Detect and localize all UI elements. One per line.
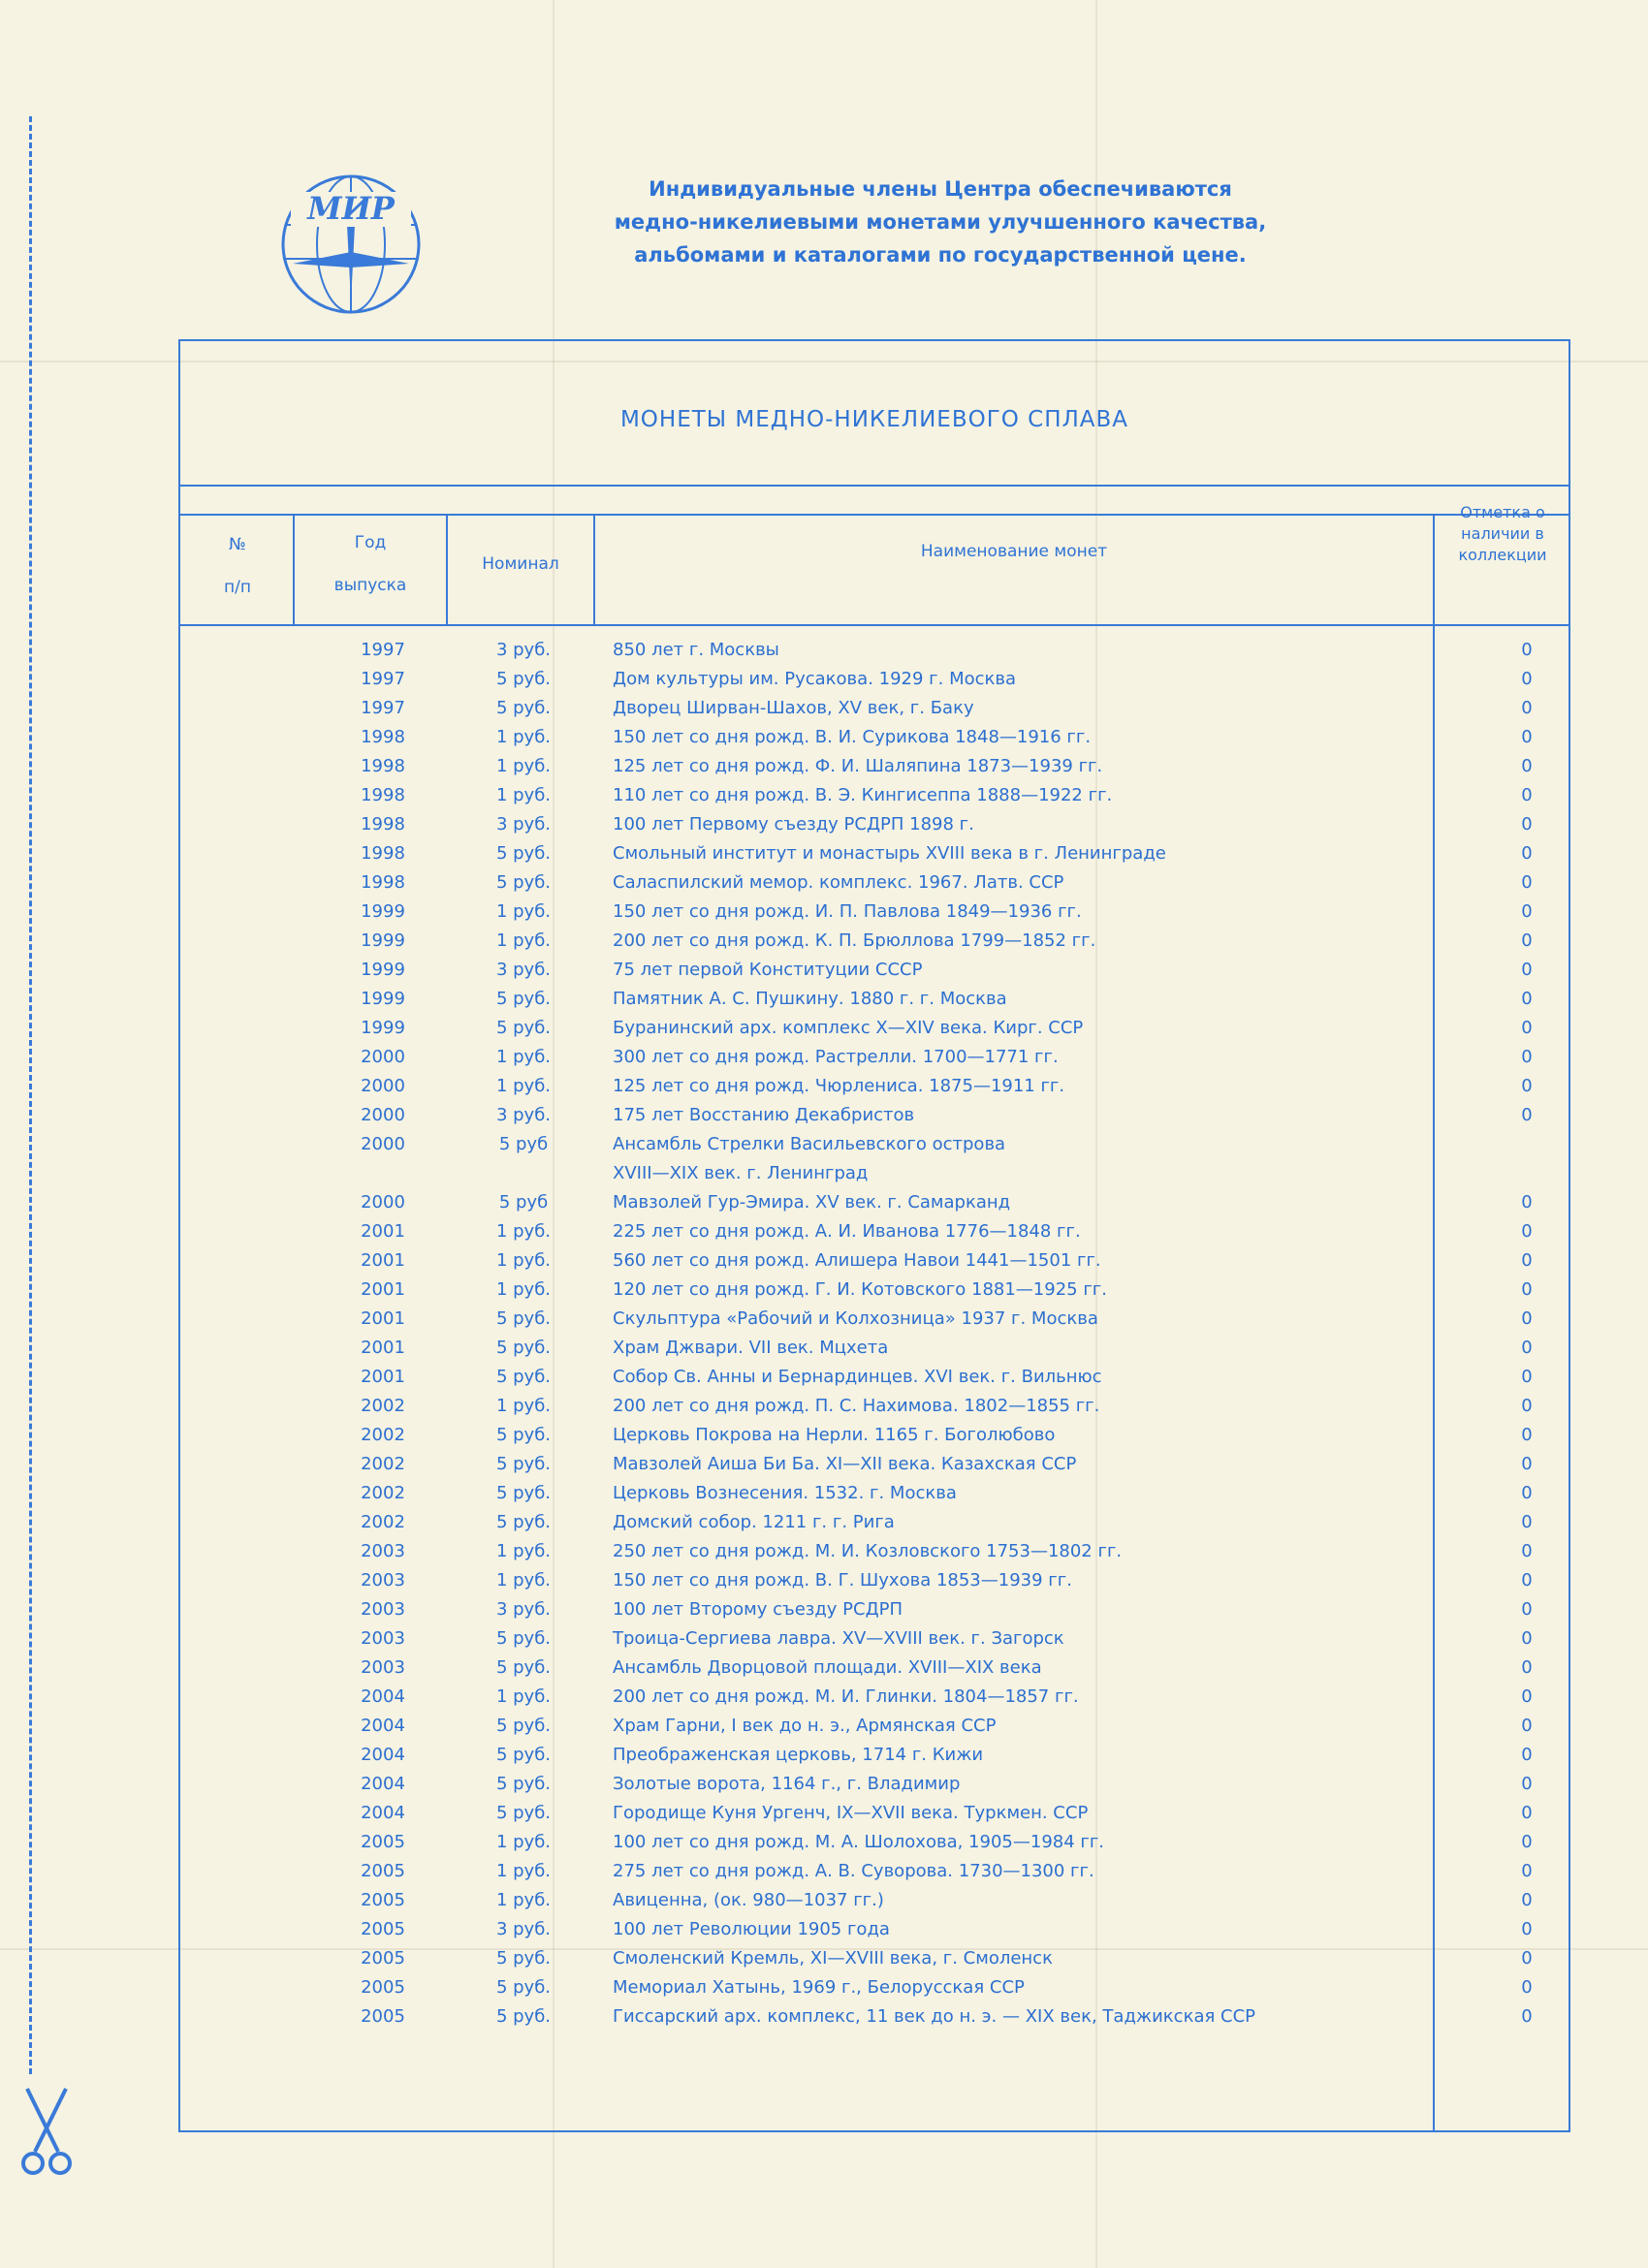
- row-coin-name: Троица-Сергиева лавра. XV—XVIII век. г. Загорск: [613, 1628, 1064, 1649]
- row-mark: 0: [1521, 1861, 1533, 1881]
- row-coin-name: Смоленский Кремль, XI—XVIII века, г. Смоленск: [613, 1948, 1053, 1969]
- table-row: [0, 1105, 1648, 1134]
- table-rule: [178, 485, 1570, 487]
- row-mark: 0: [1521, 1686, 1533, 1707]
- row-coin-name: 150 лет со дня рожд. И. П. Павлова 1849—1936 гг.: [613, 901, 1082, 922]
- row-coin-name: Авиценна, (ок. 980—1037 гг.): [613, 1890, 884, 1910]
- scissors-icon: [17, 2084, 76, 2181]
- row-mark: 0: [1521, 1716, 1533, 1736]
- row-mark: 0: [1521, 1483, 1533, 1503]
- row-nominal: 1 руб.: [495, 1570, 552, 1591]
- row-coin-name: 300 лет со дня рожд. Растрелли. 1700—1771 гг.: [613, 1047, 1059, 1067]
- row-year: 1999: [361, 960, 405, 980]
- row-mark: 0: [1521, 1803, 1533, 1823]
- row-year: 1998: [361, 727, 405, 747]
- row-nominal: 5 руб.: [495, 989, 552, 1009]
- row-mark: 0: [1521, 1250, 1533, 1271]
- table-row: [0, 698, 1648, 727]
- row-mark: 0: [1521, 1396, 1533, 1416]
- row-nominal: 5 руб.: [495, 1425, 552, 1445]
- row-nominal: 5 руб.: [495, 1483, 552, 1503]
- table-row: [0, 1279, 1648, 1308]
- row-mark: 0: [1521, 1279, 1533, 1300]
- row-nominal: 5 руб.: [495, 1628, 552, 1649]
- row-mark: 0: [1521, 960, 1533, 980]
- row-coin-name: Храм Гарни, I век до н. э., Армянская ССР: [613, 1716, 997, 1736]
- row-year: 2005: [361, 1832, 405, 1852]
- row-mark: 0: [1521, 1599, 1533, 1620]
- row-coin-name: 560 лет со дня рожд. Алишера Навои 1441—1501 гг.: [613, 1250, 1101, 1271]
- row-coin-name: Ансамбль Дворцовой площади. XVIII—XIX века: [613, 1657, 1042, 1678]
- row-coin-name: Буранинский арх. комплекс X—XIV века. Кирг. ССР: [613, 1018, 1084, 1038]
- table-row: [0, 1657, 1648, 1686]
- table-row: [0, 1047, 1648, 1076]
- row-mark: 0: [1521, 2006, 1533, 2027]
- row-nominal: 1 руб.: [495, 1396, 552, 1416]
- row-nominal: 1 руб.: [495, 1076, 552, 1096]
- table-row: [0, 1541, 1648, 1570]
- row-mark: 0: [1521, 1454, 1533, 1474]
- row-mark: 0: [1521, 1977, 1533, 1998]
- table-row: [0, 1192, 1648, 1221]
- row-mark: 0: [1521, 640, 1533, 660]
- row-year: 1998: [361, 843, 405, 864]
- row-year: 2001: [361, 1308, 405, 1329]
- row-nominal: 5 руб.: [495, 1454, 552, 1474]
- row-mark: 0: [1521, 814, 1533, 835]
- row-nominal: 5 руб.: [495, 1338, 552, 1358]
- row-year: 2000: [361, 1047, 405, 1067]
- table-row: [0, 1977, 1648, 2006]
- table-col-rule: [593, 514, 595, 624]
- row-mark: 0: [1521, 843, 1533, 864]
- row-coin-name: Смольный институт и монастырь XVIII века в г. Ленинграде: [613, 843, 1166, 864]
- row-nominal: 1 руб.: [495, 756, 552, 776]
- row-coin-name: 200 лет со дня рожд. П. С. Нахимова. 1802—1855 гг.: [613, 1396, 1100, 1416]
- row-nominal: 5 руб.: [495, 1716, 552, 1736]
- row-mark: 0: [1521, 698, 1533, 718]
- row-nominal: 1 руб.: [495, 1541, 552, 1561]
- table-row: [0, 727, 1648, 756]
- row-year: 1999: [361, 901, 405, 922]
- row-year: 2000: [361, 1134, 405, 1154]
- row-coin-name: Гиссарский арх. комплекс, 11 век до н. э. — XIX век, Таджикская ССР: [613, 2006, 1256, 2027]
- row-year: 1998: [361, 785, 405, 805]
- row-nominal: 1 руб.: [495, 1890, 552, 1910]
- table-row: [0, 1134, 1648, 1163]
- row-nominal: 1 руб.: [495, 1686, 552, 1707]
- row-coin-name: 110 лет со дня рожд. В. Э. Кингисеппа 1888—1922 гг.: [613, 785, 1113, 805]
- table-row: [0, 1483, 1648, 1512]
- col-header-num: № п/п: [224, 535, 251, 597]
- table-row: [0, 1628, 1648, 1657]
- row-nominal: 5 руб.: [495, 872, 552, 893]
- row-year: 2005: [361, 1977, 405, 1998]
- row-year: 2000: [361, 1192, 405, 1213]
- row-coin-name: 275 лет со дня рожд. А. В. Суворова. 1730—1300 гг.: [613, 1861, 1094, 1881]
- row-mark: 0: [1521, 1076, 1533, 1096]
- row-mark: 0: [1521, 1221, 1533, 1242]
- row-year: 2003: [361, 1628, 405, 1649]
- row-coin-name: Саласпилский мемор. комплекс. 1967. Латв. ССР: [613, 872, 1064, 893]
- row-nominal: 5 руб.: [495, 1657, 552, 1678]
- row-year: 2002: [361, 1396, 405, 1416]
- row-coin-name: 850 лет г. Москвы: [613, 640, 779, 660]
- row-year: 2004: [361, 1716, 405, 1736]
- row-year: 1999: [361, 989, 405, 1009]
- row-mark: 0: [1521, 1541, 1533, 1561]
- row-year: 1997: [361, 698, 405, 718]
- row-nominal: 5 руб.: [495, 1803, 552, 1823]
- row-mark: 0: [1521, 1832, 1533, 1852]
- row-year: 2005: [361, 2006, 405, 2027]
- row-coin-name: Церковь Вознесения. 1532. г. Москва: [613, 1483, 957, 1503]
- row-year: 2005: [361, 1919, 405, 1939]
- row-year: 2005: [361, 1948, 405, 1969]
- row-coin-name: 100 лет со дня рожд. М. А. Шолохова, 1905—1984 гг.: [613, 1832, 1105, 1852]
- row-mark: 0: [1521, 1367, 1533, 1387]
- row-nominal: 3 руб.: [495, 814, 552, 835]
- row-year: 2000: [361, 1076, 405, 1096]
- row-mark: 0: [1521, 1745, 1533, 1765]
- row-mark: 0: [1521, 989, 1533, 1009]
- row-mark: 0: [1521, 785, 1533, 805]
- row-coin-name: 200 лет со дня рожд. М. И. Глинки. 1804—1857 гг.: [613, 1686, 1079, 1707]
- header-line: Индивидуальные члены Центра обеспечиваются: [649, 177, 1232, 201]
- row-mark: 0: [1521, 1105, 1533, 1125]
- row-year: 2001: [361, 1250, 405, 1271]
- row-mark: 0: [1521, 872, 1533, 893]
- row-nominal: 1 руб.: [495, 1861, 552, 1881]
- row-nominal: 5 руб: [498, 1192, 549, 1213]
- row-nominal: 3 руб.: [495, 1919, 552, 1939]
- row-coin-name: Собор Св. Анны и Бернардинцев. XVI век. г. Вильнюс: [613, 1367, 1102, 1387]
- row-mark: 0: [1521, 1338, 1533, 1358]
- row-year: 2001: [361, 1221, 405, 1242]
- row-nominal: 5 руб.: [495, 843, 552, 864]
- row-coin-name: 250 лет со дня рожд. М. И. Козловского 1753—1802 гг.: [613, 1541, 1123, 1561]
- table-row: [0, 843, 1648, 872]
- table-rule: [178, 624, 1570, 626]
- row-nominal: 5 руб.: [495, 1774, 552, 1794]
- row-coin-name: Дом культуры им. Русакова. 1929 г. Москва: [613, 669, 1017, 689]
- table-row: [0, 1599, 1648, 1628]
- row-nominal: 5 руб.: [495, 698, 552, 718]
- table-rule: [178, 514, 1570, 516]
- row-year: 1999: [361, 1018, 405, 1038]
- row-year: 1998: [361, 872, 405, 893]
- row-coin-name: Городище Куня Ургенч, IX—XVII века. Туркмен. ССР: [613, 1803, 1089, 1823]
- row-nominal: 5 руб.: [495, 669, 552, 689]
- table-row: [0, 1512, 1648, 1541]
- row-coin-name: Дворец Ширван-Шахов, XV век, г. Баку: [613, 698, 974, 718]
- table-row: [0, 1861, 1648, 1890]
- row-mark: 0: [1521, 1628, 1533, 1649]
- row-coin-name: Мавзолей Аиша Би Ба. XI—XII века. Казахская ССР: [613, 1454, 1077, 1474]
- table-row: [0, 1163, 1648, 1192]
- row-coin-name: 200 лет со дня рожд. К. П. Брюллова 1799—1852 гг.: [613, 930, 1096, 951]
- row-year: 1998: [361, 814, 405, 835]
- row-coin-name: Мавзолей Гур-Эмира. XV век. г. Самарканд: [613, 1192, 1011, 1213]
- row-coin-name: 150 лет со дня рожд. В. Г. Шухова 1853—1939 гг.: [613, 1570, 1072, 1591]
- table-row: [0, 640, 1648, 669]
- row-year: 2005: [361, 1890, 405, 1910]
- table-row: [0, 1716, 1648, 1745]
- table-row: [0, 1250, 1648, 1279]
- row-year: 2004: [361, 1774, 405, 1794]
- row-year: 2003: [361, 1599, 405, 1620]
- table-row: [0, 1686, 1648, 1716]
- row-mark: 0: [1521, 727, 1533, 747]
- table-row: [0, 901, 1648, 930]
- header-line: медно-никелиевыми монетами улучшенного качества,: [614, 210, 1267, 234]
- table-title: МОНЕТЫ МЕДНО-НИКЕЛИЕВОГО СПЛАВА: [619, 407, 1129, 432]
- row-nominal: 1 руб.: [495, 785, 552, 805]
- table-row: [0, 1890, 1648, 1919]
- row-nominal: 3 руб.: [495, 1105, 552, 1125]
- row-year: 2004: [361, 1686, 405, 1707]
- row-year: 2003: [361, 1541, 405, 1561]
- row-mark: 0: [1521, 1192, 1533, 1213]
- row-mark: 0: [1521, 1657, 1533, 1678]
- row-coin-name: 75 лет первой Конституции СССР: [613, 960, 923, 980]
- col-header-nominal: Номинал: [482, 554, 559, 574]
- row-nominal: 1 руб.: [495, 1047, 552, 1067]
- row-mark: 0: [1521, 1512, 1533, 1532]
- table-row: [0, 1919, 1648, 1948]
- row-mark: 0: [1521, 1570, 1533, 1591]
- table-row: [0, 2006, 1648, 2035]
- col-header-name: Наименование монет: [920, 542, 1108, 561]
- row-mark: 0: [1521, 1890, 1533, 1910]
- table-row: [0, 989, 1648, 1018]
- row-mark: 0: [1521, 1047, 1533, 1067]
- row-nominal: 1 руб.: [495, 727, 552, 747]
- row-year: 2004: [361, 1803, 405, 1823]
- row-year: 2002: [361, 1483, 405, 1503]
- row-nominal: 5 руб.: [495, 1745, 552, 1765]
- row-nominal: 5 руб.: [495, 2006, 552, 2027]
- row-nominal: 3 руб.: [495, 1599, 552, 1620]
- row-nominal: 3 руб.: [495, 960, 552, 980]
- row-coin-name: Преображенская церковь, 1714 г. Кижи: [613, 1745, 984, 1765]
- row-year: 2002: [361, 1512, 405, 1532]
- row-mark: 0: [1521, 901, 1533, 922]
- row-nominal: 1 руб.: [495, 930, 552, 951]
- row-coin-name: 150 лет со дня рожд. В. И. Сурикова 1848—1916 гг.: [613, 727, 1092, 747]
- table-row: [0, 1803, 1648, 1832]
- row-year: 2002: [361, 1454, 405, 1474]
- row-coin-name: Скульптура «Рабочий и Колхозница» 1937 г. Москва: [613, 1308, 1098, 1329]
- table-row: [0, 872, 1648, 901]
- col-header-mark: Отметка о наличии в коллекции: [1458, 503, 1547, 564]
- row-year: 1997: [361, 669, 405, 689]
- row-nominal: 1 руб.: [495, 1221, 552, 1242]
- mir-logo-icon: [273, 167, 428, 322]
- row-coin-name: Памятник А. С. Пушкину. 1880 г. г. Москва: [613, 989, 1007, 1009]
- table-row: [0, 1338, 1648, 1367]
- row-mark: 0: [1521, 1018, 1533, 1038]
- row-coin-name: Церковь Покрова на Нерли. 1165 г. Боголюбово: [613, 1425, 1056, 1445]
- table-row: [0, 814, 1648, 843]
- table-row: [0, 785, 1648, 814]
- header-notice: [562, 173, 1318, 271]
- row-nominal: 5 руб.: [495, 1018, 552, 1038]
- table-row: [0, 930, 1648, 960]
- row-year: 1999: [361, 930, 405, 951]
- row-year: 2000: [361, 1105, 405, 1125]
- row-coin-name: XVIII—XIX век. г. Ленинград: [613, 1163, 869, 1183]
- row-nominal: 1 руб.: [495, 901, 552, 922]
- table-row: [0, 1948, 1648, 1977]
- row-year: 2004: [361, 1745, 405, 1765]
- row-nominal: 5 руб.: [495, 1977, 552, 1998]
- row-coin-name: 100 лет Революции 1905 года: [613, 1919, 890, 1939]
- row-coin-name: Домский собор. 1211 г. г. Рига: [613, 1512, 895, 1532]
- table-row: [0, 1425, 1648, 1454]
- row-nominal: 5 руб: [498, 1134, 549, 1154]
- row-coin-name: 225 лет со дня рожд. А. И. Иванова 1776—1848 гг.: [613, 1221, 1081, 1242]
- row-year: 2003: [361, 1657, 405, 1678]
- table-row: [0, 1454, 1648, 1483]
- row-year: 2001: [361, 1279, 405, 1300]
- table-row: [0, 1076, 1648, 1105]
- row-coin-name: Мемориал Хатынь, 1969 г., Белорусская ССР: [613, 1977, 1025, 1998]
- table-row: [0, 1570, 1648, 1599]
- row-mark: 0: [1521, 1948, 1533, 1969]
- row-mark: 0: [1521, 1919, 1533, 1939]
- row-mark: 0: [1521, 1308, 1533, 1329]
- row-coin-name: Ансамбль Стрелки Васильевского острова: [613, 1134, 1006, 1154]
- row-nominal: 1 руб.: [495, 1250, 552, 1271]
- row-coin-name: 125 лет со дня рожд. Чюрлениса. 1875—1911 гг.: [613, 1076, 1065, 1096]
- row-nominal: 5 руб.: [495, 1512, 552, 1532]
- row-nominal: 5 руб.: [495, 1948, 552, 1969]
- header-line: альбомами и каталогами по государственной цене.: [634, 243, 1247, 267]
- row-nominal: 1 руб.: [495, 1832, 552, 1852]
- table-row: [0, 1221, 1648, 1250]
- row-mark: 0: [1521, 1425, 1533, 1445]
- row-mark: 0: [1521, 930, 1533, 951]
- row-coin-name: 100 лет Первому съезду РСДРП 1898 г.: [613, 814, 974, 835]
- table-row: [0, 1774, 1648, 1803]
- row-year: 2005: [361, 1861, 405, 1881]
- row-coin-name: 125 лет со дня рожд. Ф. И. Шаляпина 1873—1939 гг.: [613, 756, 1103, 776]
- row-coin-name: 120 лет со дня рожд. Г. И. Котовского 1881—1925 гг.: [613, 1279, 1107, 1300]
- row-year: 2001: [361, 1338, 405, 1358]
- row-coin-name: Храм Джвари. VII век. Мцхета: [613, 1338, 889, 1358]
- table-row: [0, 1832, 1648, 1861]
- table-row: [0, 1367, 1648, 1396]
- row-coin-name: Золотые ворота, 1164 г., г. Владимир: [613, 1774, 961, 1794]
- table-row: [0, 1396, 1648, 1425]
- row-year: 2001: [361, 1367, 405, 1387]
- row-nominal: 5 руб.: [495, 1308, 552, 1329]
- table-row: [0, 756, 1648, 785]
- logo-text: МИР: [307, 190, 395, 227]
- table-row: [0, 1308, 1648, 1338]
- row-mark: 0: [1521, 756, 1533, 776]
- table-row: [0, 960, 1648, 989]
- row-year: 2003: [361, 1570, 405, 1591]
- table-row: [0, 1018, 1648, 1047]
- row-year: 1997: [361, 640, 405, 660]
- table-row: [0, 1745, 1648, 1774]
- row-mark: 0: [1521, 669, 1533, 689]
- row-nominal: 3 руб.: [495, 640, 552, 660]
- col-header-year: Год выпуска: [333, 533, 407, 595]
- row-coin-name: 100 лет Второму съезду РСДРП: [613, 1599, 903, 1620]
- row-mark: 0: [1521, 1774, 1533, 1794]
- row-nominal: 1 руб.: [495, 1279, 552, 1300]
- row-year: 1998: [361, 756, 405, 776]
- row-year: 2002: [361, 1425, 405, 1445]
- table-row: [0, 669, 1648, 698]
- row-nominal: 5 руб.: [495, 1367, 552, 1387]
- row-coin-name: 175 лет Восстанию Декабристов: [613, 1105, 915, 1125]
